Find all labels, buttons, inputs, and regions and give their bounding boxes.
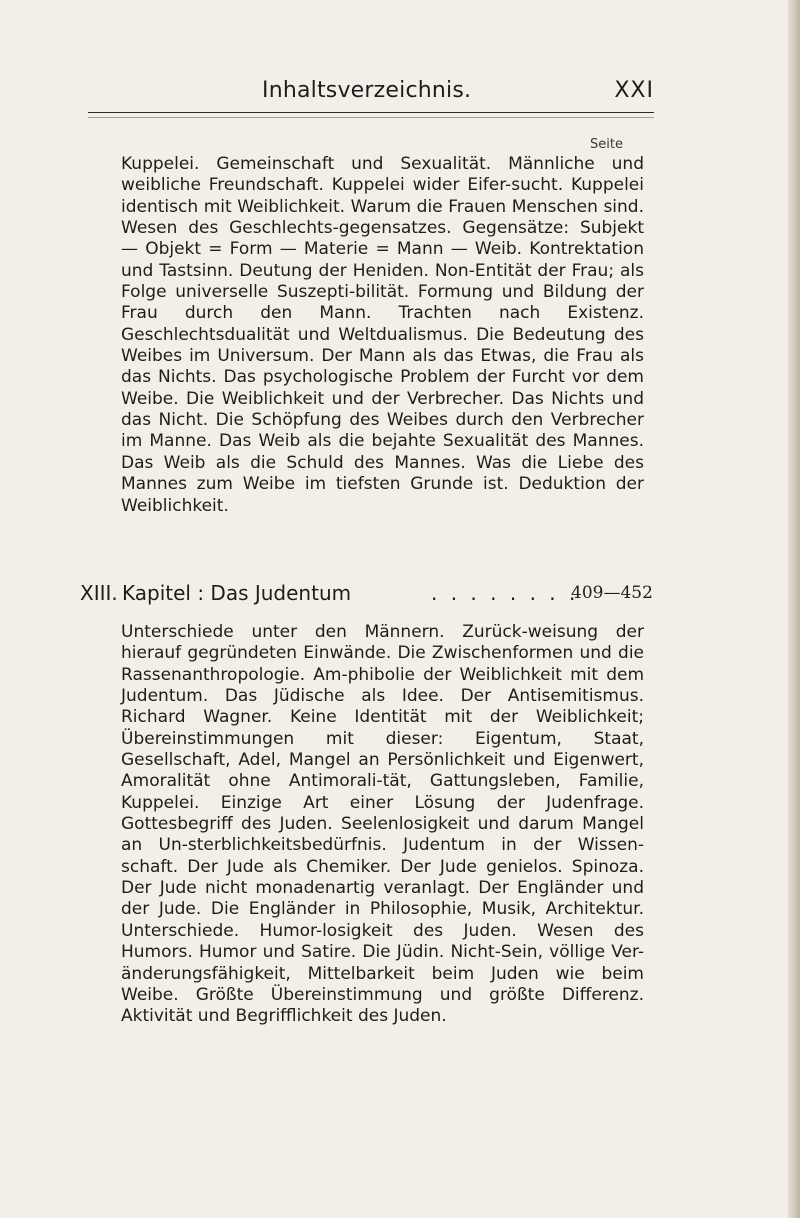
chapter-page-range: 409—452	[571, 583, 653, 603]
page-column-label: Seite	[590, 137, 623, 152]
chapter-summary: Unterschiede unter den Männern. Zurück-weisung der hierauf gegründeten Einwände. Die Zwischenformen und die Rassenanthropologie. Am-phibolie der Weiblichkeit mit dem Judentum. Das Jüdische als Idee. Der Antisemitismus. Richard Wagner. Keine Identität mit der Weiblichkeit; Übereinstimmungen mit dieser: Eigentum, Staat, Gesellschaft, Adel, Mangel an Persönlichkeit und Eigenwert, Amoralität ohne Antimorali-tät, Gattungsleben, Familie, Kuppelei. Einzige Art einer Lösung der Judenfrage. Gottesbegriff des Juden. Seelenlosigkeit und darum Mangel an Un-sterblichkeitsbedürfnis. Judentum in der Wissen-schaft. Der Jude als Chemiker. Der Jude genielos. Spinoza. Der Jude nicht monadenartig veranlagt. Der Engländer und der Jude. Die Engländer in Philosophie, Musik, Architektur. Unterschiede. Humor-losigkeit des Juden. Wesen des Humors. Humor und Satire. Die Jüdin. Nicht-Sein, völlige Ver-änderungsfähigkeit, Mittelbarkeit beim Juden wie beim Weibe. Größte Übereinstimmung und größte Differenz. Aktivität und Begrifflichkeit des Juden.	[121, 622, 644, 1027]
chapter-entry	[80, 581, 680, 607]
header-title: Inhaltsverzeichnis.	[262, 78, 472, 103]
running-header	[262, 78, 654, 110]
page-edge-shadow	[788, 0, 800, 1218]
entry-summary: Kuppelei. Gemeinschaft und Sexualität. Männliche und weibliche Freundschaft. Kuppelei wider Eifer-sucht. Kuppelei identisch mit Weiblichkeit. Warum die Frauen Menschen sind. Wesen des Geschlechts-gegensatzes. Gegensätze: Subjekt — Objekt = Form — Materie = Mann — Weib. Kontrektation und Tastsinn. Deutung der Heniden. Non-Entität der Frau; als Folge universelle Suszepti-bilität. Formung und Bildung der Frau durch den Mann. Trachten nach Existenz. Geschlechtsdualität und Weltdualismus. Die Bedeutung des Weibes im Universum. Der Mann als das Etwas, die Frau als das Nichts. Das psychologische Problem der Furcht vor dem Weibe. Die Weiblichkeit und der Verbrecher. Das Nichts und das Nicht. Die Schöpfung des Weibes durch den Verbrecher im Manne. Das Weib als die bejahte Sexualität des Mannes. Das Weib als die Schuld des Mannes. Was die Liebe des Mannes zum Weibe im tiefsten Grunde ist. Deduktion der Weiblichkeit.	[121, 154, 644, 516]
chapter-title: Kapitel : Das Judentum	[122, 581, 352, 605]
leader-dots: . . . . . . . .	[431, 581, 579, 605]
header-rule-secondary	[88, 117, 654, 118]
page-number: XXI	[614, 78, 654, 103]
chapter-number: XIII.	[80, 581, 118, 605]
header-rule	[88, 112, 654, 113]
